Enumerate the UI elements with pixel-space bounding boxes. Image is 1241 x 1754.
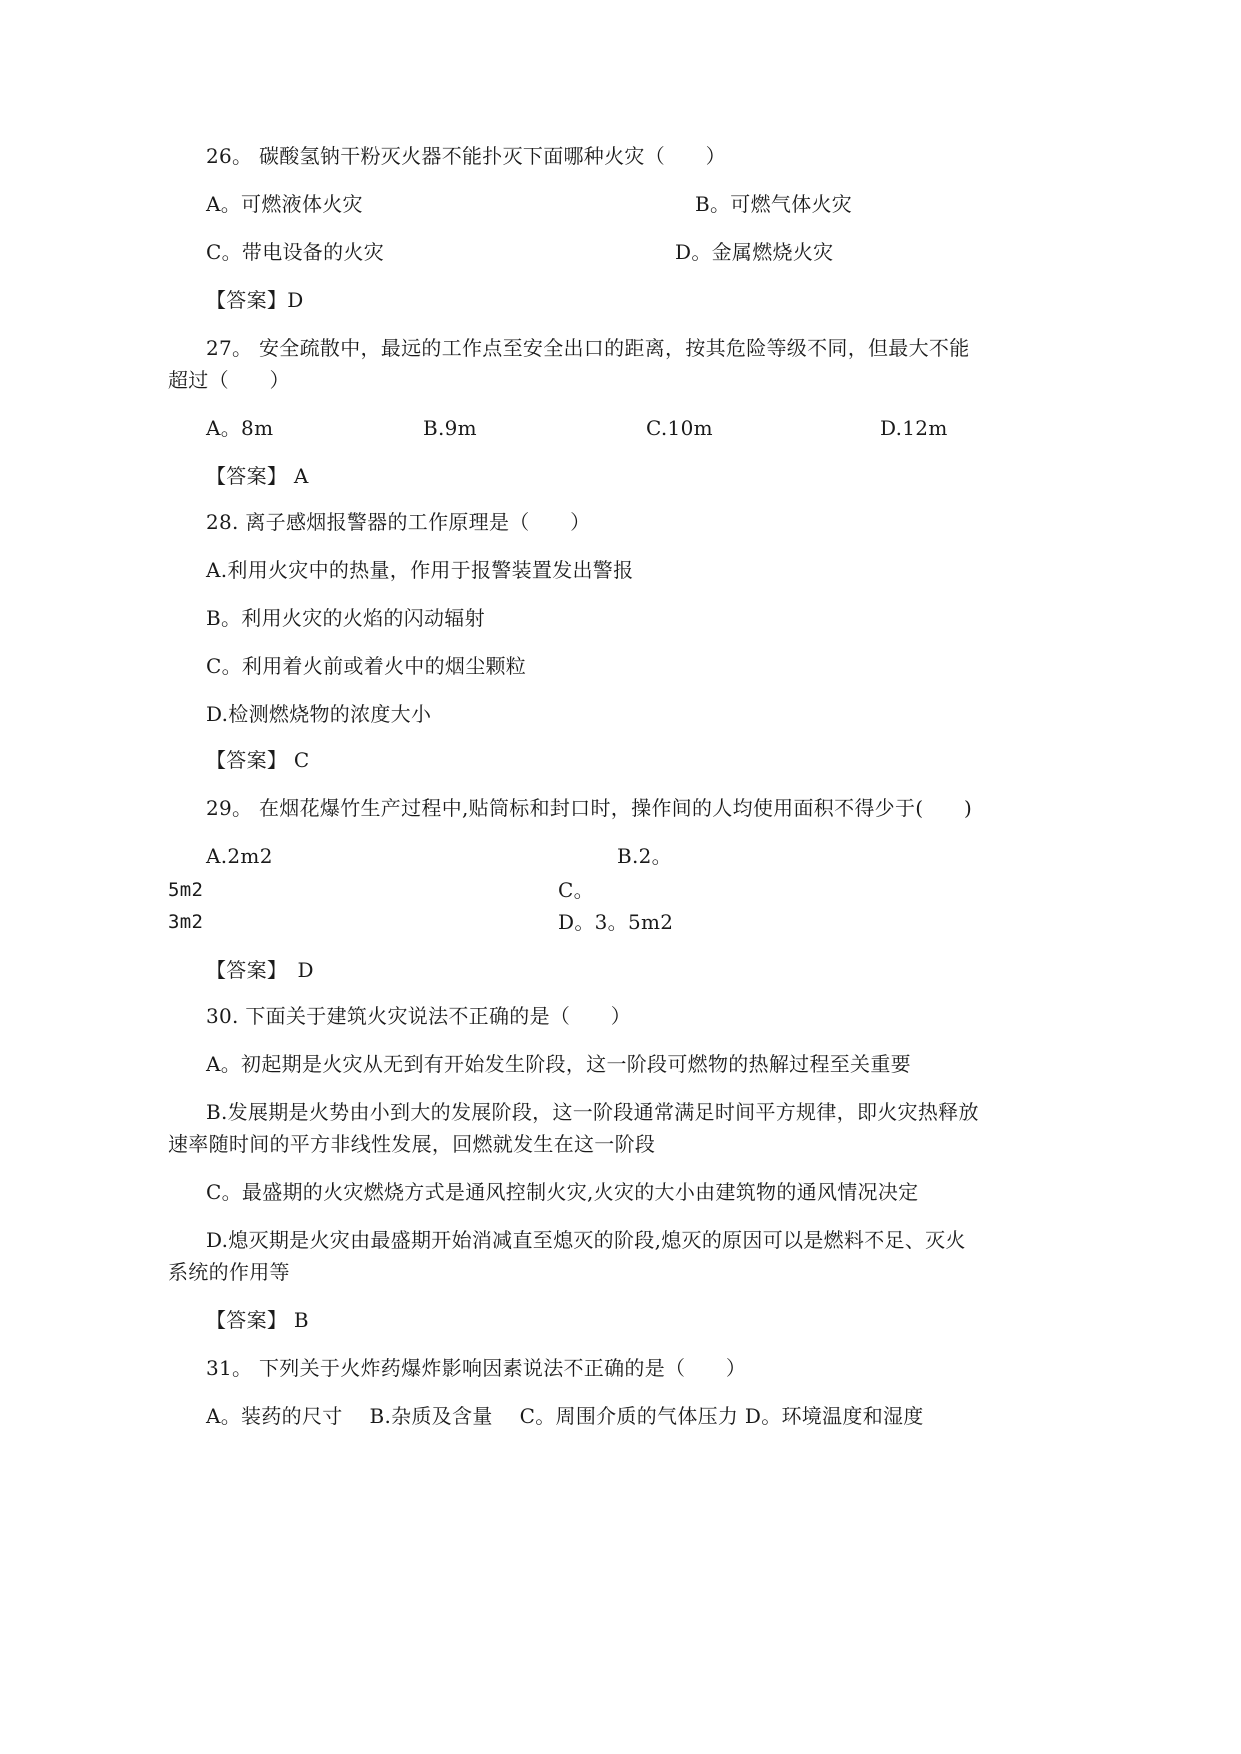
question-28-option-b: B。利用火灾的火焰的闪动辐射 <box>206 606 485 630</box>
question-30-option-b-line-2: 速率随时间的平方非线性发展，回燃就发生在这一阶段 <box>168 1132 656 1156</box>
question-27-stem-line-2: 超过（ ） <box>168 368 290 392</box>
question-30-stem: 30. 下面关于建筑火灾说法不正确的是（ ） <box>206 1004 632 1028</box>
question-30-option-c: C。最盛期的火灾燃烧方式是通风控制火灾,火灾的大小由建筑物的通风情况决定 <box>206 1180 919 1204</box>
question-26-option-a: A。可燃液体火灾 <box>206 192 363 216</box>
question-28-option-a: A.利用火灾中的热量，作用于报警装置发出警报 <box>206 558 634 582</box>
question-31-options: A。装药的尺寸 B.杂质及含量 C。周围介质的气体压力 D。环境温度和湿度 <box>206 1404 924 1428</box>
question-27-option-a: A。8m <box>206 416 274 440</box>
question-29-answer: 【答案】 D <box>206 958 314 982</box>
question-26-stem: 26。 碳酸氢钠干粉灭火器不能扑灭下面哪种火灾（ ） <box>206 144 726 168</box>
question-26-option-b: B。可燃气体火灾 <box>695 192 853 216</box>
question-28-option-c: C。利用着火前或着火中的烟尘颗粒 <box>206 654 527 678</box>
question-28-option-d: D.检测燃烧物的浓度大小 <box>206 702 432 726</box>
question-27-option-b: B.9m <box>423 416 477 440</box>
question-30-answer: 【答案】 B <box>206 1308 309 1332</box>
question-30-option-d-line-2: 系统的作用等 <box>168 1260 290 1284</box>
question-29-stem: 29。 在烟花爆竹生产过程中,贴筒标和封口时，操作间的人均使用面积不得少于( ) <box>206 796 973 820</box>
question-27-option-d: D.12m <box>880 416 948 440</box>
question-28-stem: 28. 离子感烟报警器的工作原理是（ ） <box>206 510 591 534</box>
question-29-option-d: D。3。5m2 <box>558 910 674 934</box>
question-29-option-a: A.2m2 <box>206 844 273 868</box>
question-27-stem-line-1: 27。 安全疏散中，最远的工作点至安全出口的距离，按其危险等级不同，但最大不能 <box>206 336 970 360</box>
question-30-option-d-line-1: D.熄灭期是火灾由最盛期开始消减直至熄灭的阶段,熄灭的原因可以是燃料不足、灭火 <box>206 1228 966 1252</box>
question-26-answer: 【答案】D <box>206 288 304 312</box>
question-29-option-c: C。 <box>558 878 594 902</box>
question-31-stem: 31。 下列关于火炸药爆炸影响因素说法不正确的是（ ） <box>206 1356 747 1380</box>
question-30-option-a: A。初起期是火灾从无到有开始发生阶段，这一阶段可燃物的热解过程至关重要 <box>206 1052 911 1076</box>
question-27-answer: 【答案】 A <box>206 464 309 488</box>
question-28-answer: 【答案】 C <box>206 748 310 772</box>
question-26-option-c: C。带电设备的火灾 <box>206 240 385 264</box>
question-30-option-b-line-1: B.发展期是火势由小到大的发展阶段，这一阶段通常满足时间平方规律，即火灾热释放 <box>206 1100 979 1124</box>
question-26-option-d: D。金属燃烧火灾 <box>675 240 834 264</box>
question-29-option-b: B.2。 <box>617 844 672 868</box>
question-27-option-c: C.10m <box>646 416 713 440</box>
question-29-option-b-continued: 5m2 <box>168 879 204 901</box>
question-29-option-c-continued: 3m2 <box>168 911 204 933</box>
